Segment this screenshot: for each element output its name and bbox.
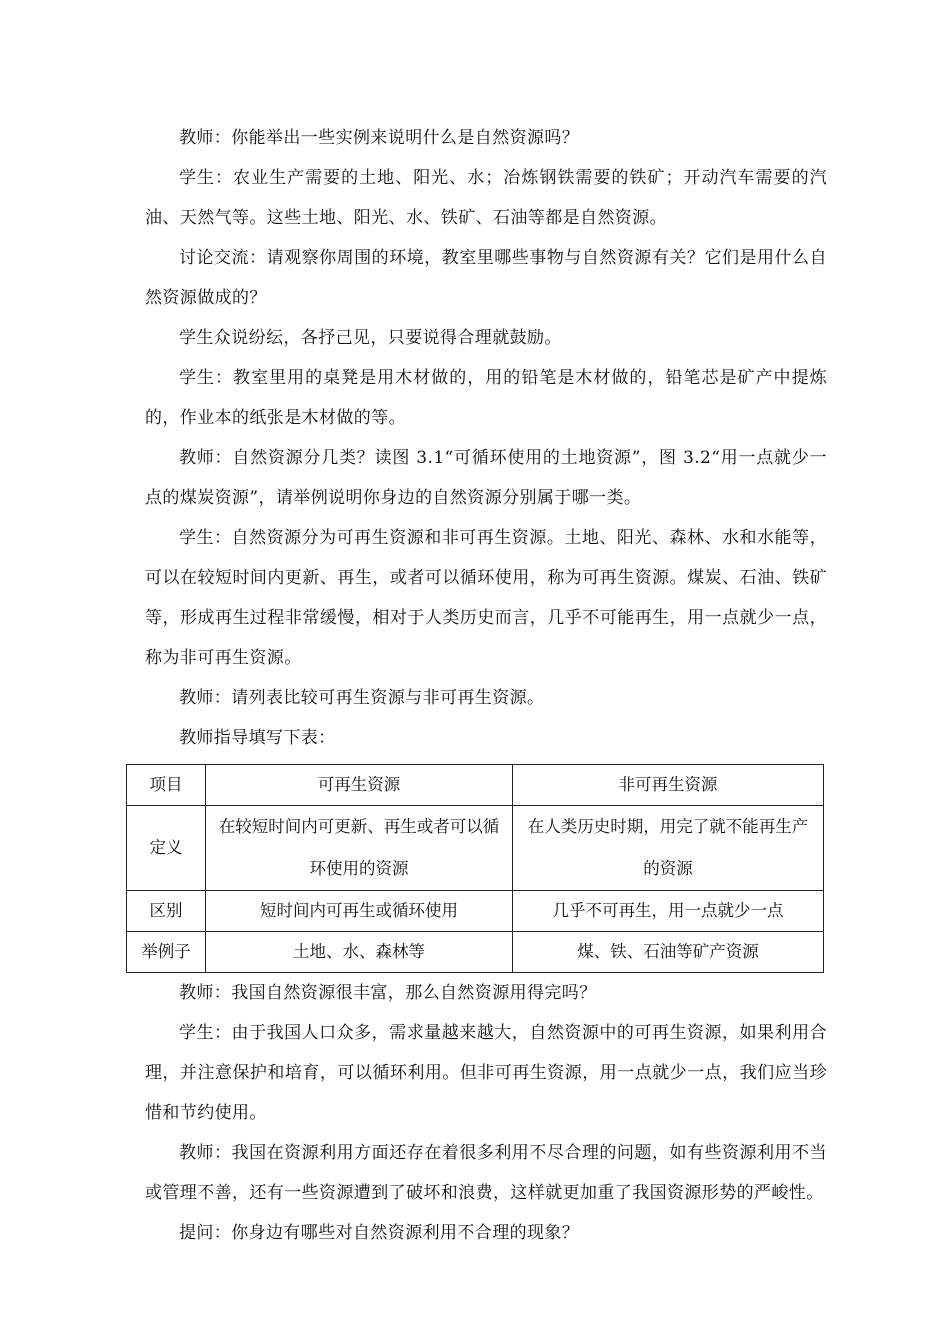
paragraph: 教师指导填写下表：: [179, 728, 336, 748]
table-cell: 几乎不可再生，用一点就少一点: [513, 891, 824, 932]
table-cell: 煤、铁、石油等矿产资源: [513, 932, 824, 973]
paragraph: 教师：我国在资源利用方面还存在着很多利用不尽合理的问题，如有些资源利用不当或管理不善，还有一些资源遭到了破坏和浪费，这样就更加重了我国资源形势的严峻性。: [145, 1143, 827, 1203]
table-row-label: 区别: [127, 891, 206, 932]
paragraph: 学生：由于我国人口众多，需求量越来越大，自然资源中的可再生资源，如果利用合理，并注意保护和培育，可以循环利用。但非可再生资源，用一点就少一点，我们应当珍惜和节约使用。: [145, 1023, 827, 1123]
table-header-row: [127, 765, 824, 806]
paragraph: 学生：教室里用的桌凳是用木材做的，用的铅笔是木材做的，铅笔芯是矿产中提炼的，作业本的纸张是木材做的等。: [145, 368, 827, 428]
table-header-cell: 可再生资源: [206, 765, 513, 806]
paragraph: 学生：自然资源分为可再生资源和非可再生资源。土地、阳光、森林、水和水能等，可以在较短时间内更新、再生，或者可以循环使用，称为可再生资源。煤炭、石油、铁矿等，形成再生过程非常缓慢，相对于人类历史而言，几乎不可能再生，用一点就少一点，称为非可再生资源。: [145, 528, 827, 668]
table-row: [127, 891, 824, 932]
table-cell: 土地、水、森林等: [206, 932, 513, 973]
paragraph: 学生：农业生产需要的土地、阳光、水；冶炼钢铁需要的铁矿；开动汽车需要的汽油、天然气等。这些土地、阳光、水、铁矿、石油等都是自然资源。: [145, 168, 827, 228]
table-row-label: 举例子: [127, 932, 206, 973]
document-page: [141, 118, 827, 1253]
paragraph: 教师：我国自然资源很丰富，那么自然资源用得完吗？: [179, 983, 597, 1003]
paragraph: 提问：你身边有哪些对自然资源利用不合理的现象？: [179, 1223, 580, 1243]
table-row: [127, 806, 824, 891]
comparison-table: [126, 764, 824, 973]
table-header-cell: 项目: [127, 765, 206, 806]
paragraph: 教师：自然资源分几类？读图 3.1“可循环使用的土地资源”，图 3.2“用一点就少一点的煤炭资源”，请举例说明你身边的自然资源分别属于哪一类。: [145, 448, 827, 508]
table-header-cell: 非可再生资源: [513, 765, 824, 806]
table-cell: 在较短时间内可更新、再生或者可以循环使用的资源: [206, 806, 513, 891]
table-row: [127, 932, 824, 973]
paragraph: 教师：请列表比较可再生资源与非可再生资源。: [179, 688, 545, 708]
table-row-label: 定义: [127, 806, 206, 891]
paragraph: 讨论交流：请观察你周围的环境，教室里哪些事物与自然资源有关？它们是用什么自然资源做成的？: [145, 248, 827, 308]
paragraph: 学生众说纷纭，各抒己见，只要说得合理就鼓励。: [179, 328, 562, 348]
table-cell: 短时间内可再生或循环使用: [206, 891, 513, 932]
table-cell: 在人类历史时期，用完了就不能再生产的资源: [513, 806, 824, 891]
paragraph: 教师：你能举出一些实例来说明什么是自然资源吗？: [179, 128, 580, 148]
